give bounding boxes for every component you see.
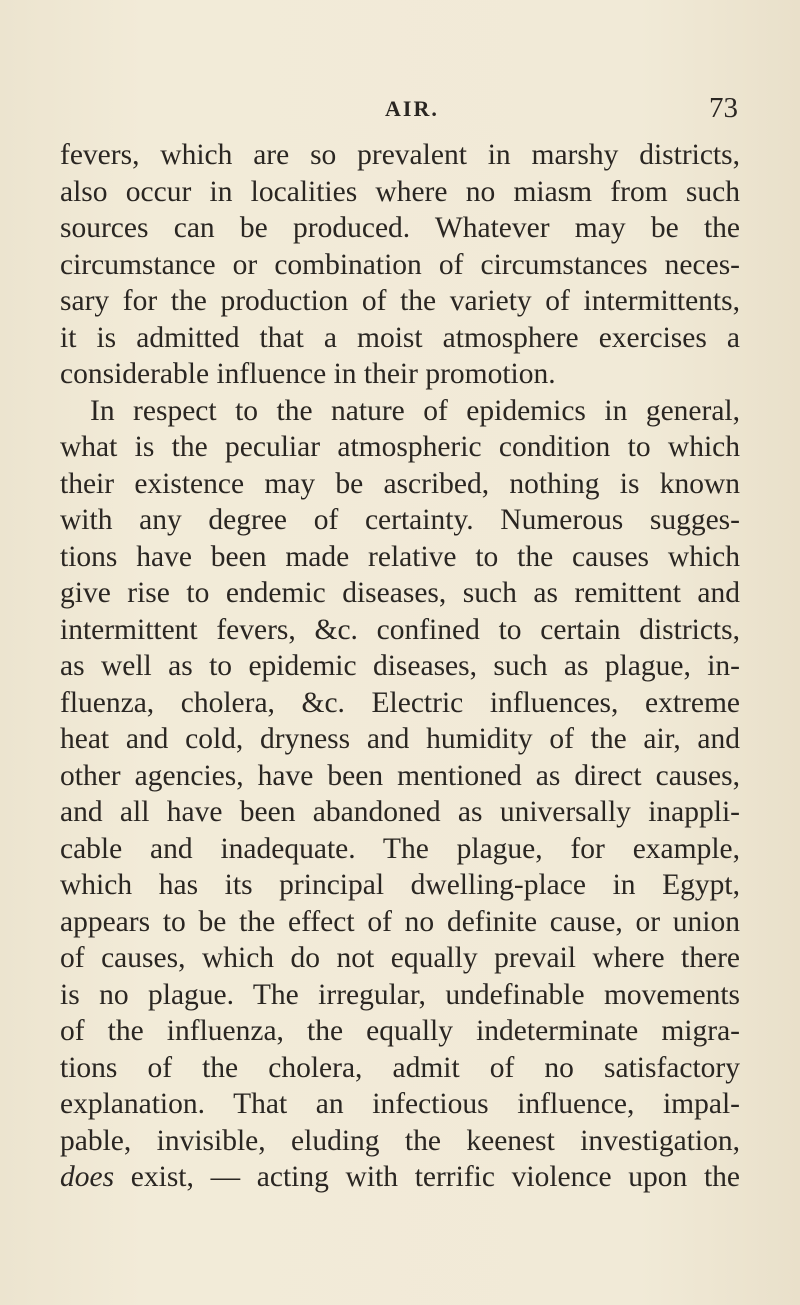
italic-emphasis: does xyxy=(60,1161,115,1193)
text-line: tions of the cholera, admit of no satisfactory xyxy=(60,1051,740,1084)
text-line: it is admitted that a moist atmosphere exercises a xyxy=(60,321,740,354)
text-line: which has its principal dwelling-place in Egypt, xyxy=(60,869,740,901)
body-text xyxy=(60,137,740,1196)
text-line: intermittent fevers, &c. confined to certain districts, xyxy=(60,613,740,646)
running-head xyxy=(60,92,740,132)
text-line: their existence may be ascribed, nothing is known xyxy=(60,467,740,500)
text-line: appears to be the effect of no definite cause, or union xyxy=(60,905,740,938)
text-line: sary for the production of the variety of intermittents, xyxy=(60,285,740,317)
page-number: 73 xyxy=(709,92,738,124)
text-line: pable, invisible, eluding the keenest investigation, xyxy=(60,1124,740,1157)
text-line: what is the peculiar atmospheric condition to which xyxy=(60,431,740,463)
running-title: AIR. xyxy=(385,96,439,121)
final-text-line xyxy=(60,1159,740,1196)
text-line: cable and inadequate. The plague, for example, xyxy=(60,832,740,865)
text-line: of causes, which do not equally prevail where there xyxy=(60,942,740,974)
paragraph-end-line: considerable influence in their promotion. xyxy=(60,358,556,390)
final-line-remainder: exist, — acting with terrific violence upon the xyxy=(114,1161,740,1193)
text-line: with any degree of certainty. Numerous sugges- xyxy=(60,504,740,536)
text-line: other agencies, have been mentioned as direct causes, xyxy=(60,759,740,792)
text-line: and all have been abandoned as universally inappli- xyxy=(60,796,740,828)
text-line: fevers, which are so prevalent in marshy districts, xyxy=(60,139,740,171)
text-line: as well as to epidemic diseases, such as plague, in- xyxy=(60,650,740,682)
text-line: also occur in localities where no miasm from such xyxy=(60,175,740,208)
text-line: is no plague. The irregular, undefinable movements xyxy=(60,978,740,1011)
text-line: sources can be produced. Whatever may be the xyxy=(60,212,740,244)
text-line: fluenza, cholera, &c. Electric influences, extreme xyxy=(60,686,740,719)
paragraph-start-line: In respect to the nature of epidemics in general, xyxy=(90,394,740,427)
text-line: tions have been made relative to the causes which xyxy=(60,540,740,573)
text-line: give rise to endemic diseases, such as remittent and xyxy=(60,577,740,609)
text-line: heat and cold, dryness and humidity of the air, and xyxy=(60,723,740,755)
text-line: circumstance or combination of circumstances neces- xyxy=(60,248,740,281)
text-line: explanation. That an infectious influence, impal- xyxy=(60,1088,740,1120)
text-line: of the influenza, the equally indeterminate migra- xyxy=(60,1015,740,1047)
